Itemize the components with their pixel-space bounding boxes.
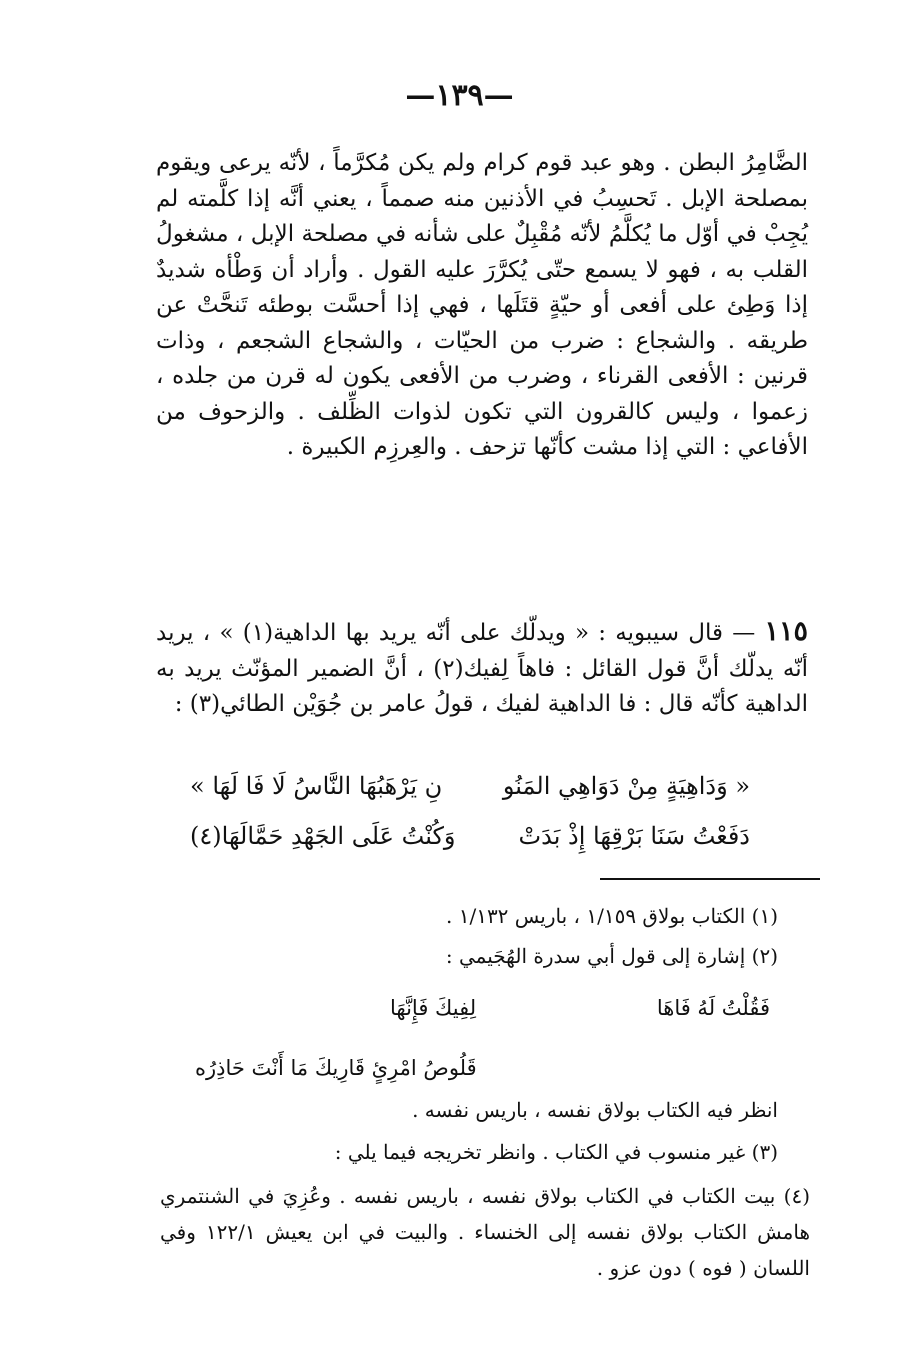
- section-line: كأنّه قال : فا الداهية لفيك ، قولُ عامر بن جُوَيْن الطائي(٣) :: [174, 691, 738, 717]
- footnote-2: (٢) إشارة إلى قول أبي سدرة الهُجَيمي :: [445, 944, 778, 968]
- footnote-verse-first-hemistich: فَقُلْتُ لَهُ فَاهَا: [656, 996, 770, 1020]
- body-line: الظِّلف . والزحوف من الأفاعي : التي إذا مشت كأنّها تزحف . والعِرزِم: [156, 398, 808, 460]
- verse-line: [190, 772, 750, 800]
- footnote-4-line: وفي اللسان ( فوه ) دون عزو .: [160, 1220, 810, 1280]
- page-number: —١٣٩—: [405, 78, 514, 113]
- body-line: ما يُكلَّمُ لأنّه مُقْبِلٌ على شأنه في مصلحة الإبل ، مشغولُ القلب به ، فهو: [156, 221, 808, 283]
- verse-line: [190, 822, 750, 850]
- verse-first-hemistich: « وَدَاهِيَةٍ مِنْ دَوَاهِي المَنُو: [502, 772, 750, 800]
- verse-second-hemistich: نِ يَرْهَبُهَا النَّاسُ لَا فَا لَهَا »: [190, 772, 443, 800]
- footnote-separator: [600, 878, 820, 880]
- footnote-2-verse-second-line: قَلُوصُ امْرِئٍ قَارِيكَ مَا أَنْتَ حَاذِرُه: [195, 1056, 477, 1080]
- verse-first-hemistich: دَفَعْتُ سَنَا بَرْقِهَا إِذْ بَدَتْ: [518, 822, 750, 850]
- verse-second-hemistich: وَكُنْتُ عَلَى الجَهْدِ حَمَّالَهَا(٤): [190, 822, 456, 850]
- footnote-4-line: الشنتمري هامش الكتاب بولاق نفسه إلى الخنساء . والبيت في ابن يعيش ١٢٢/١: [160, 1184, 811, 1244]
- footnote-verse-second-hemistich: لِفِيكَ فَإِنَّهَا: [390, 996, 477, 1020]
- footnote-2-reference: انظر فيه الكتاب بولاق نفسه ، باريس نفسه .: [412, 1098, 778, 1122]
- body-line: من الحيّات ، والشجاع الشجعم ، وذات قرنين : الأفعى القرناء ، وضرب من: [156, 327, 809, 389]
- footnote-4: [160, 1178, 810, 1286]
- body-line: الكبيرة .: [286, 434, 367, 460]
- body-line: بمصلحة الإبل . تَحسِبُ في الأذنين منه صمماً ، يعني أنَّه إذا كلَّمته لم يُجِبْ في أوّل: [156, 185, 808, 247]
- footnote-4-line: (٤) بيت الكتاب في الكتاب بولاق نفسه ، باريس نفسه . وعُزِيَ في: [248, 1184, 810, 1208]
- section-line: أنّه يدلّك أنَّ قول القائل : فاهاً لِفيك(٢) ، أنَّ الضمير المؤنّث يريد به الداهية: [156, 655, 808, 717]
- footnote-1: (١) الكتاب بولاق ١/١٥٩ ، باريس ١/١٣٢ .: [446, 904, 778, 928]
- footnote-2-verse: [390, 992, 770, 1024]
- footnote-3: (٣) غير منسوب في الكتاب . وانظر تخريجه فيما يلي :: [334, 1140, 778, 1164]
- body-line: الأفعى يكون له قرن من جلده ، زعموا ، وليس كالقرون التي تكون لذوات: [156, 363, 808, 425]
- body-line: الضَّامِرُ البطن . وهو عبد قوم كرام ولم يكن مُكرَّماً ، لأنّه يرعى ويقوم: [156, 150, 808, 176]
- section-number: ١١٥: [764, 616, 809, 647]
- section-115-paragraph: [156, 614, 808, 723]
- body-line: أو حيّةٍ قتَلَها ، فهي إذا أحسَّت بوطئه تَنحَّتْ عن طريقه . والشجاع : ضرب: [156, 292, 809, 354]
- body-line: لا يسمع حتّى يُكرَّرَ عليه القول . وأراد أن وَطْأه شديدٌ إذا وَطِئ على أفعى: [156, 256, 809, 318]
- section-line: — قال سيبويه : « ويدلّك على أنّه يريد بها الداهية(١) » ، يريد: [156, 620, 756, 646]
- body-paragraph: [156, 146, 808, 466]
